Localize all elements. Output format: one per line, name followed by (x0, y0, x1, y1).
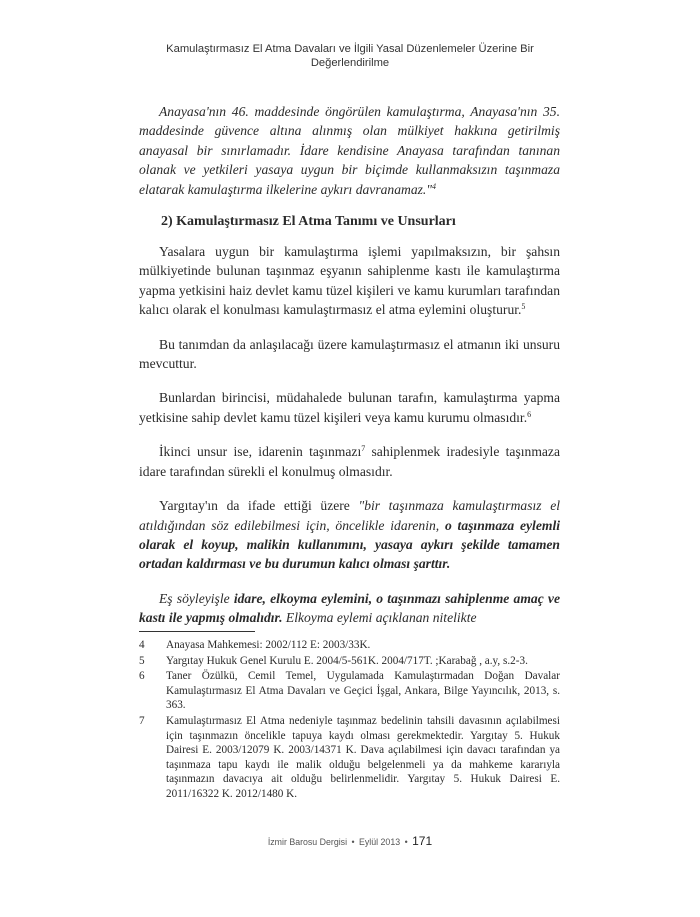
paragraph-restatement-emphasis: idare, elkoyma eylemini, o taşınmazı sahiplenme amaç ve kastı ile yapmış olmalıdır. (139, 590, 561, 626)
paragraph-restatement-tail: Elkoyma eylemi açıklanan nitelikte (282, 610, 477, 626)
paragraph-definition (139, 242, 560, 320)
body-text (139, 102, 560, 643)
footnote-number: 4 (139, 639, 145, 651)
footnote-text: Yargıtay Hukuk Genel Kurulu E. 2004/5-561K. 2004/717T. ;Karabağ , a.y, s.2-3. (166, 654, 528, 667)
paragraph-restatement-lead: Eş söyleyişle (159, 590, 234, 606)
footnote-number: 7 (139, 714, 145, 727)
paragraph-yargitay-lead: Yargıtay'ın da ifade ettiği üzere (159, 498, 359, 514)
footnote-ref-7: 7 (361, 444, 366, 454)
paragraph-first-element (139, 388, 560, 427)
paragraph-second-element-text-a: İkinci unsur ise, idarenin taşınmazı (159, 444, 362, 460)
section-heading: 2) Kamulaştırmasız El Atma Tanımı ve Unsurları (161, 214, 456, 230)
paragraph-second-element-text-b: sahiplenmek iradesiyle taşınmaza idare tarafından sürekli el konulmuş olmasıdır. (139, 444, 560, 479)
paragraph-yargitay-quote: "bir taşınmaza kamulaştırmasız el atıldığından söz edilebilmesi için, öncelikle idarenin, (139, 498, 561, 533)
issue-date: Eylül 2013 (359, 837, 401, 847)
running-header-line-1: Kamulaştırmasız El Atma Davaları ve İlgili Yasal Düzenlemeler Üzerine Bir (166, 43, 534, 55)
footnote-ref-6: 6 (527, 409, 532, 419)
footnote (139, 669, 560, 713)
journal-name: İzmir Barosu Dergisi (267, 837, 348, 847)
running-header (150, 43, 550, 70)
footer-separator: • (351, 837, 355, 847)
footnotes (139, 638, 560, 803)
paragraph-definition-text: Yasalara uygun bir kamulaştırma işlemi yapılmaksızın, bir şahsın mülkiyetinde bulunan taşınmaz eşyanın sahiplenme kastı ile kamulaştırma yapma yetkisini haiz devlet kamu tüzel kişileri ve kamu kurumları tarafından kalıcı olarak el konulması kamulaştırmasız el atma eylemini oluşturur. (139, 244, 560, 318)
footnote-ref-5: 5 (521, 302, 526, 312)
footnote-text: Anayasa Mahkemesi: 2002/112 E: 2003/33K. (166, 639, 371, 651)
running-footer (0, 834, 700, 848)
footnote-number: 5 (139, 654, 145, 667)
footer-separator: • (404, 837, 408, 847)
footnote (139, 638, 560, 653)
footnote (139, 714, 560, 802)
paragraph-yargitay (139, 496, 560, 574)
page-number: 171 (412, 834, 433, 848)
paragraph-second-element (139, 442, 560, 481)
paragraph-first-element-text: Bunlardan birincisi, müdahalede bulunan tarafın, kamulaştırma yapma yetkisine sahip devlet kamu tüzel kişileri veya kamu kurumu olmasıdır. (139, 390, 560, 425)
footnote-divider (139, 631, 255, 632)
footnote-text: Kamulaştırmasız El Atma nedeniyle taşınmaz bedelinin tahsili davasının açılabilmesi için taşınmazın öncelikle tapuya kaydı olması gerekmektedir. Yargıtay 5. Hukuk Dairesi E. 2003/12079 K. 2003/14371 K. Dava açılabilmesi için davacı tarafından ya taşınmaza tapu kaydı ile malik olduğu belgelenmeli ya da mahkeme kararıyla taşınmazın davacıya ait olduğu belirlenmelidir. Yargıtay 5. Hukuk Dairesi E. 2011/16322 K. 2012/1480 K. (166, 714, 560, 800)
paragraph-yargitay-emphasis: o taşınmaza eylemli olarak el koyup, malikin kullanımını, yasaya aykırı şekilde tamamen ortadan kaldırması ve bu durumun kalıcı olması şarttır. (139, 517, 560, 572)
running-header-line-2: Değerlendirilme (310, 56, 390, 69)
paragraph-elements: Bu tanımdan da anlaşılacağı üzere kamulaştırmasız el atmanın iki unsuru mevcuttur. (139, 336, 560, 372)
block-quote-text: Anayasa'nın 46. maddesinde öngörülen kamulaştırma, Anayasa'nın 35. maddesinde güvence altına alınmış olan mülkiyet hakkına getirilmiş anayasal bir sınırlamadır. İdare kendisine Anayasa tarafından tanınan olanak ve yetkileri yasaya uygun bir biçimde kullanmaksızın taşınmaza elatarak kamulaştırma ilkelerine aykırı davranamaz." (139, 104, 560, 197)
paragraph-restatement (139, 589, 560, 628)
footnote-ref-4: 4 (432, 181, 437, 191)
footnote-number: 6 (139, 670, 145, 683)
footnote-text: Taner Özülkü, Cemil Temel, Uygulamada Kamulaştırmadan Doğan Davalar Kamulaştırmasız El Atma Davaları ve Geçici İşgal, Ankara, Bilge Yayıncılık, 2013, s. 363. (166, 670, 560, 712)
block-quote (139, 102, 560, 199)
footnote (139, 654, 560, 669)
